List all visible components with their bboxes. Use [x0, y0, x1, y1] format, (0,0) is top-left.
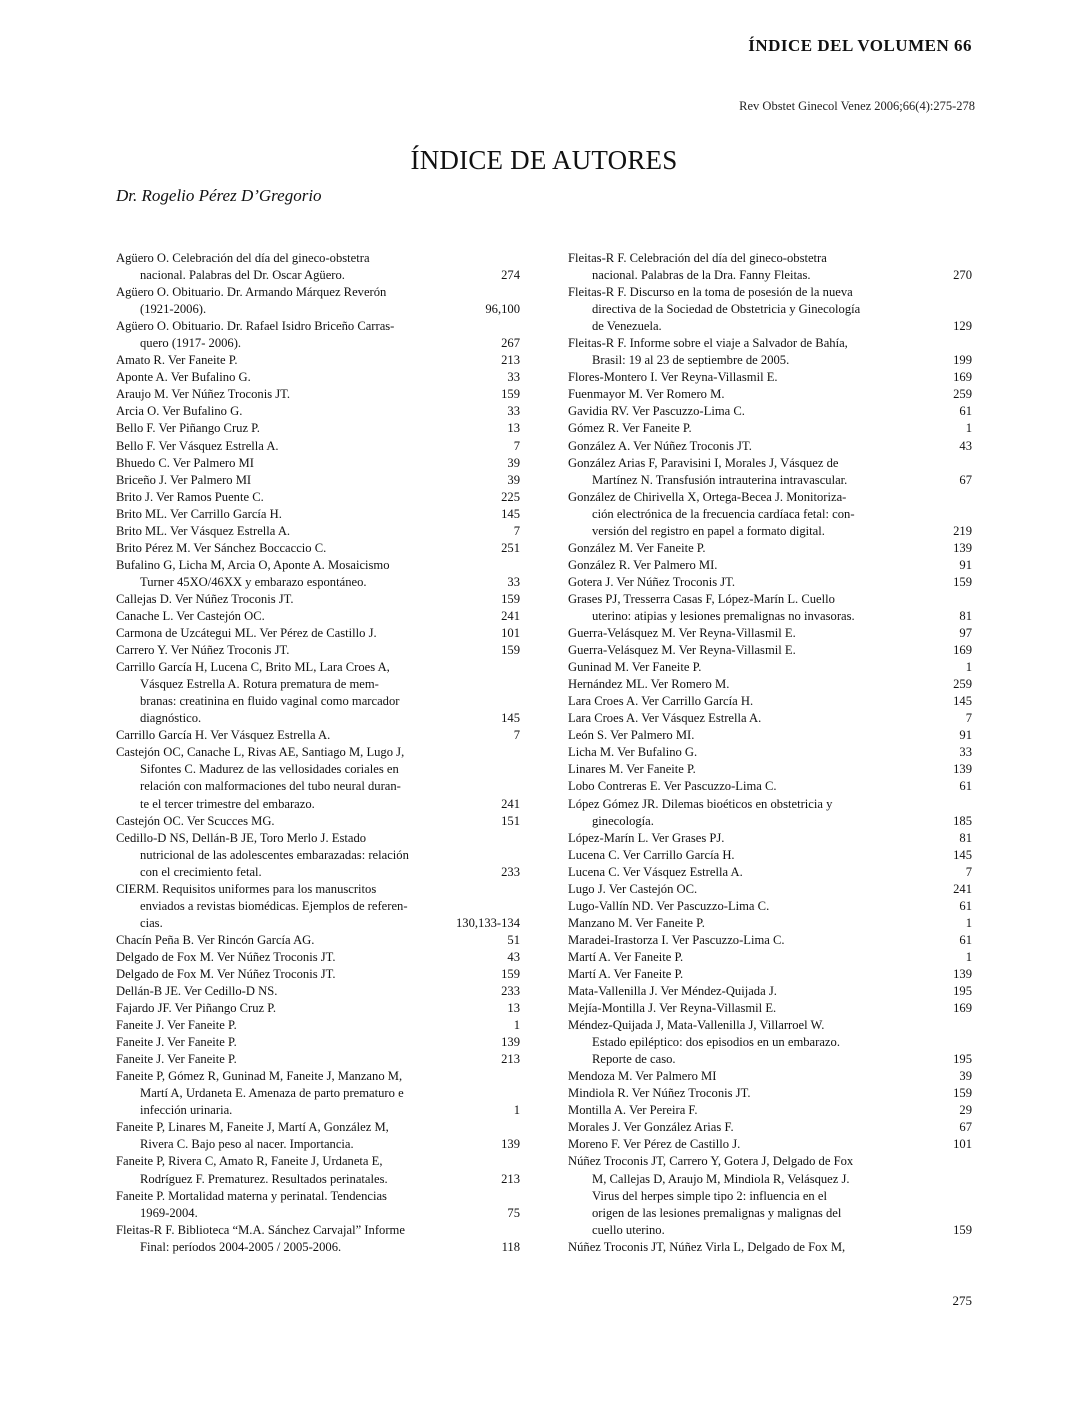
index-entry-page: 213 — [501, 1171, 520, 1186]
index-entry-line: Linares M. Ver Faneite P. — [568, 762, 696, 777]
index-entry-line: Carrillo García H, Lucena C, Brito ML, Lara Croes A, — [116, 660, 390, 675]
index-entry-line: Carrillo García H. Ver Vásquez Estrella A. — [116, 728, 331, 743]
index-entry — [116, 557, 520, 591]
index-entry — [116, 352, 520, 369]
index-entry-line: M, Callejas D, Araujo M, Mindiola R, Velásquez J. — [592, 1171, 850, 1186]
index-entry — [568, 727, 972, 744]
index-entry-page: 33 — [507, 404, 520, 419]
index-entry-line: González R. Ver Palmero MI. — [568, 557, 718, 572]
index-entry-line: Moreno F. Ver Pérez de Castillo J. — [568, 1137, 741, 1152]
index-entry-line: directiva de la Sociedad de Obstetricia y Ginecología — [592, 302, 861, 317]
index-entry-line: Carmona de Uzcátegui ML. Ver Pérez de Castillo J. — [116, 626, 377, 641]
index-entry-page: 33 — [507, 370, 520, 385]
index-entry-line: Fleitas-R F. Informe sobre el viaje a Salvador de Bahía, — [568, 336, 848, 351]
index-entry-page: 259 — [953, 677, 972, 692]
index-entry-line: Rivera C. Bajo peso al nacer. Importancia. — [140, 1137, 354, 1152]
index-entry — [116, 1000, 520, 1017]
index-entry-page: 43 — [507, 949, 520, 964]
index-entry-line: Núñez Troconis JT, Núñez Virla L, Delgado de Fox M, — [568, 1239, 846, 1254]
index-entry-line: cuello uterino. — [592, 1222, 665, 1237]
index-entry-page: 118 — [501, 1239, 520, 1254]
index-entry-line: Núñez Troconis JT, Carrero Y, Gotera J, Delgado de Fox — [568, 1154, 854, 1169]
index-entry — [116, 881, 520, 932]
index-entry-line: González M. Ver Faneite P. — [568, 540, 706, 555]
index-entry-line: Fuenmayor M. Ver Romero M. — [568, 387, 725, 402]
index-entry — [116, 1034, 520, 1051]
index-entry-line: Lara Croes A. Ver Vásquez Estrella A. — [568, 711, 762, 726]
index-entry-page: 97 — [959, 626, 972, 641]
index-entry-page: 101 — [501, 626, 520, 641]
index-entry-line: te el tercer trimestre del embarazo. — [140, 796, 315, 811]
index-entry-line: Bello F. Ver Vásquez Estrella A. — [116, 438, 279, 453]
index-entry — [568, 420, 972, 437]
index-entry-page: 251 — [501, 540, 520, 555]
index-column-left — [116, 250, 520, 1256]
index-entry-line: origen de las lesiones premalignas y malignas del — [592, 1205, 842, 1220]
index-entry-line: Mejía-Montilla J. Ver Reyna-Villasmil E. — [568, 1001, 777, 1016]
index-entry-page: 219 — [953, 523, 972, 538]
index-entry-page: 139 — [953, 966, 972, 981]
index-entry-page: 139 — [953, 540, 972, 555]
index-entry-line: Faneite P, Gómez R, Guninad M, Faneite J, Manzano M, — [116, 1069, 403, 1084]
index-entry-line: nacional. Palabras del Dr. Oscar Agüero. — [140, 268, 345, 283]
index-entry-line: Brasil: 19 al 23 de septiembre de 2005. — [592, 353, 790, 368]
index-entry — [116, 489, 520, 506]
index-entry-page: 1 — [965, 949, 972, 964]
index-entry-line: Martínez N. Transfusión intrauterina intravascular. — [592, 472, 848, 487]
index-entry-line: Brito Pérez M. Ver Sánchez Boccaccio C. — [116, 540, 327, 555]
index-entry — [116, 506, 520, 523]
index-entry-page: 1 — [965, 421, 972, 436]
index-entry — [116, 1153, 520, 1187]
index-entry — [116, 642, 520, 659]
index-entry-line: Méndez-Quijada J, Mata-Vallenilla J, Villarroel W. — [568, 1018, 825, 1033]
index-entry-line: López Gómez JR. Dilemas bioéticos en obstetricia y — [568, 796, 833, 811]
index-entry-line: infección urinaria. — [140, 1103, 233, 1118]
index-entry-line: Fleitas-R F. Celebración del día del gineco-obstetra — [568, 251, 827, 265]
index-entry-line: nutricional de las adolescentes embarazadas: relación — [140, 847, 409, 862]
author-name: Dr. Rogelio Pérez D’Gregorio — [116, 186, 322, 205]
index-entry-page: 75 — [507, 1205, 520, 1220]
index-entry-line: versión del registro en papel a formato digital. — [592, 523, 825, 538]
index-entry-line: Turner 45XO/46XX y embarazo espontáneo. — [140, 574, 367, 589]
index-entry-line: enviados a revistas biomédicas. Ejemplos de referen- — [140, 898, 408, 913]
index-entry — [116, 949, 520, 966]
index-entry-page: 270 — [953, 268, 972, 283]
index-entry-page: 67 — [959, 1120, 972, 1135]
index-entry-line: Gavidia RV. Ver Pascuzzo-Lima C. — [568, 404, 745, 419]
index-entry — [116, 1119, 520, 1153]
index-entry-line: Lugo J. Ver Castejón OC. — [568, 881, 698, 896]
index-entry-line: Martí A. Ver Faneite P. — [568, 949, 684, 964]
index-entry-line: (1921-2006). — [140, 302, 207, 317]
index-entry — [116, 455, 520, 472]
index-entry — [116, 727, 520, 744]
index-entry-page: 33 — [959, 745, 972, 760]
index-entry-line: León S. Ver Palmero MI. — [568, 728, 695, 743]
index-entry — [568, 693, 972, 710]
index-entry-page: 169 — [953, 1001, 972, 1016]
index-entry-page: 233 — [501, 984, 520, 999]
index-entry — [116, 1051, 520, 1068]
index-entry — [116, 318, 520, 352]
index-entry — [568, 574, 972, 591]
index-entry-line: Araujo M. Ver Núñez Troconis JT. — [116, 387, 291, 402]
index-entry-line: Gotera J. Ver Núñez Troconis JT. — [568, 574, 736, 589]
index-entry — [568, 403, 972, 420]
index-entry-page: 169 — [953, 370, 972, 385]
index-entry-page: 151 — [501, 813, 520, 828]
index-entry — [116, 523, 520, 540]
index-entry — [568, 881, 972, 898]
index-entry-page: 195 — [953, 1052, 972, 1067]
index-entry-line: Lucena C. Ver Carrillo García H. — [568, 847, 735, 862]
index-entry-line: de Venezuela. — [592, 319, 662, 334]
index-entry-line: ginecología. — [592, 813, 654, 828]
index-entry — [568, 369, 972, 386]
index-entry — [568, 983, 972, 1000]
index-entry — [568, 1119, 972, 1136]
index-entry-page: 29 — [959, 1103, 972, 1118]
index-entry — [116, 369, 520, 386]
index-entry — [568, 250, 972, 284]
journal-citation: Rev Obstet Ginecol Venez 2006;66(4):275-278 — [739, 99, 975, 113]
index-entry-line: Vásquez Estrella A. Rotura prematura de mem- — [140, 677, 379, 692]
index-entry-page: 43 — [959, 438, 972, 453]
index-entry — [116, 386, 520, 403]
index-entry-line: Lucena C. Ver Vásquez Estrella A. — [568, 864, 743, 879]
index-entry-line: Delgado de Fox M. Ver Núñez Troconis JT. — [116, 966, 336, 981]
index-entry-line: relación con malformaciones del tubo neural duran- — [140, 779, 401, 794]
index-entry-line: Agüero O. Obituario. Dr. Rafael Isidro Briceño Carras- — [116, 319, 395, 334]
index-entry-line: Faneite J. Ver Faneite P. — [116, 1035, 237, 1050]
index-entry — [568, 796, 972, 830]
index-entry-page: 81 — [959, 830, 972, 845]
index-entry-line: Final: períodos 2004-2005 / 2005-2006. — [140, 1239, 342, 1254]
index-entry-line: Lobo Contreras E. Ver Pascuzzo-Lima C. — [568, 779, 777, 794]
index-entry-page: 159 — [953, 574, 972, 589]
index-entry — [568, 744, 972, 761]
index-entry — [116, 591, 520, 608]
index-entry-page: 241 — [501, 796, 520, 811]
index-entry-page: 139 — [501, 1137, 520, 1152]
index-entry-line: Faneite P, Rivera C, Amato R, Faneite J, Urdaneta E, — [116, 1154, 383, 1169]
index-entry-page: 259 — [953, 387, 972, 402]
index-entry-line: Brito J. Ver Ramos Puente C. — [116, 489, 264, 504]
index-entry-page: 169 — [953, 643, 972, 658]
index-entry-line: López-Marín L. Ver Grases PJ. — [568, 830, 725, 845]
index-entry — [116, 966, 520, 983]
index-entry — [116, 472, 520, 489]
index-entry — [116, 608, 520, 625]
index-entry-page: 1 — [965, 915, 972, 930]
index-entry-line: Chacín Peña B. Ver Rincón García AG. — [116, 932, 315, 947]
index-entry-line: Carrero Y. Ver Núñez Troconis JT. — [116, 643, 290, 658]
index-entry — [116, 284, 520, 318]
index-entry-page: 241 — [501, 608, 520, 623]
index-entry-page: 199 — [953, 353, 972, 368]
index-entry — [568, 335, 972, 369]
index-entry-line: Montilla A. Ver Pereira F. — [568, 1103, 698, 1118]
index-entry-line: González de Chirivella X, Ortega-Becea J. Monitoriza- — [568, 489, 847, 504]
index-entry — [568, 591, 972, 625]
index-entry — [116, 659, 520, 727]
index-entry — [568, 1000, 972, 1017]
index-entry — [116, 830, 520, 881]
index-entry-page: 274 — [501, 268, 520, 283]
index-entry-page: 7 — [513, 438, 520, 453]
index-entry-line: Mendoza M. Ver Palmero MI — [568, 1069, 717, 1084]
index-entry-line: Dellán-B JE. Ver Cedillo-D NS. — [116, 984, 278, 999]
index-entry — [116, 813, 520, 830]
index-entry-line: Brito ML. Ver Vásquez Estrella A. — [116, 523, 291, 538]
index-entry-page: 101 — [953, 1137, 972, 1152]
index-entry-line: Grases PJ, Tresserra Casas F, López-Marín L. Cuello — [568, 591, 835, 606]
index-entry-line: Castejón OC. Ver Scucces MG. — [116, 813, 275, 828]
index-entry-line: Bufalino G, Licha M, Arcia O, Aponte A. Mosaicismo — [116, 557, 390, 572]
index-entry-line: Arcia O. Ver Bufalino G. — [116, 404, 243, 419]
index-entry-page: 61 — [959, 404, 972, 419]
index-entry — [568, 676, 972, 693]
index-entry — [568, 1102, 972, 1119]
index-entry-line: Licha M. Ver Bufalino G. — [568, 745, 698, 760]
index-entry — [568, 625, 972, 642]
page-number: 275 — [952, 1293, 972, 1308]
index-entry-page: 7 — [513, 728, 520, 743]
index-entry-line: Morales J. Ver González Arias F. — [568, 1120, 734, 1135]
index-entry-line: González A. Ver Núñez Troconis JT. — [568, 438, 752, 453]
index-entry-page: 61 — [959, 898, 972, 913]
index-entry — [568, 1068, 972, 1085]
index-entry-page: 267 — [501, 336, 520, 351]
index-entry-page: 159 — [501, 643, 520, 658]
index-entry — [116, 420, 520, 437]
index-entry-line: Lara Croes A. Ver Carrillo García H. — [568, 694, 754, 709]
index-entry-page: 145 — [953, 847, 972, 862]
index-entry-line: Delgado de Fox M. Ver Núñez Troconis JT. — [116, 949, 336, 964]
index-entry — [568, 455, 972, 489]
index-entry-page: 33 — [507, 574, 520, 589]
index-entry — [116, 403, 520, 420]
index-entry — [116, 1222, 520, 1256]
index-entry-line: Bello F. Ver Piñango Cruz P. — [116, 421, 260, 436]
page-title: ÍNDICE DE AUTORES — [410, 145, 678, 175]
index-entry-line: Fleitas-R F. Biblioteca “M.A. Sánchez Carvajal” Informe — [116, 1222, 405, 1237]
index-entry-line: Bhuedo C. Ver Palmero MI — [116, 455, 254, 470]
index-entry-line: cias. — [140, 915, 163, 930]
index-entry-page: 1 — [965, 660, 972, 675]
index-entry-page: 61 — [959, 932, 972, 947]
index-entry-line: Rodríguez F. Prematurez. Resultados perinatales. — [140, 1171, 388, 1186]
index-entry-page: 129 — [953, 319, 972, 334]
index-entry-line: Briceño J. Ver Palmero MI — [116, 472, 252, 487]
index-entry — [116, 250, 520, 284]
index-entry — [116, 438, 520, 455]
index-entry — [116, 1068, 520, 1119]
index-entry-line: Amato R. Ver Faneite P. — [116, 353, 238, 368]
index-entry-page: 81 — [959, 608, 972, 623]
index-entry-line: branas: creatinina en fluido vaginal como marcador — [140, 694, 400, 709]
index-entry-page: 159 — [501, 387, 520, 402]
index-entry — [116, 983, 520, 1000]
index-entry — [568, 284, 972, 335]
index-entry — [568, 1085, 972, 1102]
index-entry — [568, 659, 972, 676]
index-entry-page: 67 — [959, 472, 972, 487]
index-entry-line: Estado epiléptico: dos episodios en un embarazo. — [592, 1035, 840, 1050]
index-entry-page: 61 — [959, 779, 972, 794]
index-entry — [568, 949, 972, 966]
index-entry — [568, 642, 972, 659]
index-entry — [568, 557, 972, 574]
index-entry-line: Callejas D. Ver Núñez Troconis JT. — [116, 591, 294, 606]
index-entry-page: 1 — [513, 1018, 520, 1033]
index-entry-page: 91 — [959, 557, 972, 572]
index-column-right — [568, 250, 972, 1256]
index-entry-page: 225 — [501, 489, 520, 504]
index-entry-line: Guerra-Velásquez M. Ver Reyna-Villasmil E. — [568, 643, 796, 658]
index-entry — [116, 1188, 520, 1222]
index-entry-page: 13 — [507, 421, 520, 436]
index-entry-line: Martí A, Urdaneta E. Amenaza de parto prematuro e — [140, 1086, 404, 1101]
index-entry-page: 139 — [501, 1035, 520, 1050]
index-entry-page: 159 — [501, 591, 520, 606]
index-entry-line: Virus del herpes simple tipo 2: influencia en el — [592, 1188, 827, 1203]
index-entry-line: nacional. Palabras de la Dra. Fanny Fleitas. — [592, 268, 811, 283]
index-entry-line: Fleitas-R F. Discurso en la toma de posesión de la nueva — [568, 285, 853, 300]
index-entry-page: 7 — [965, 711, 972, 726]
index-entry-page: 213 — [501, 1052, 520, 1067]
index-entry-line: Canache L. Ver Castejón OC. — [116, 608, 265, 623]
index-entry-line: uterino: atipias y lesiones premalignas no invasoras. — [592, 608, 855, 623]
index-entry-page: 7 — [513, 523, 520, 538]
index-entry-page: 241 — [953, 881, 972, 896]
index-entry — [116, 625, 520, 642]
index-entry-line: Guninad M. Ver Faneite P. — [568, 660, 702, 675]
index-entry — [568, 386, 972, 403]
index-entry — [568, 710, 972, 727]
index-entry-page: 51 — [507, 932, 520, 947]
index-entry-line: Brito ML. Ver Carrillo García H. — [116, 506, 282, 521]
index-entry-line: Mata-Vallenilla J. Ver Méndez-Quijada J. — [568, 984, 777, 999]
index-entry-line: Faneite J. Ver Faneite P. — [116, 1052, 237, 1067]
index-entry-line: Reporte de caso. — [592, 1052, 676, 1067]
index-entry — [568, 1153, 972, 1238]
index-entry-page: 139 — [953, 762, 972, 777]
index-entry-line: Fajardo JF. Ver Piñango Cruz P. — [116, 1001, 277, 1016]
index-entry-line: con el crecimiento fetal. — [140, 864, 262, 879]
running-head: ÍNDICE DEL VOLUMEN 66 — [748, 36, 972, 55]
index-entry — [568, 1239, 972, 1256]
index-entry-line: Faneite J. Ver Faneite P. — [116, 1018, 237, 1033]
index-entry-page: 195 — [953, 984, 972, 999]
index-entry — [568, 830, 972, 847]
index-entry — [568, 932, 972, 949]
index-entry-line: ción electrónica de la frecuencia cardíaca fetal: con- — [592, 506, 855, 521]
index-entry — [568, 489, 972, 540]
index-entry-page: 213 — [501, 353, 520, 368]
index-entry-page: 7 — [965, 864, 972, 879]
index-entry-line: Mindiola R. Ver Núñez Troconis JT. — [568, 1086, 751, 1101]
index-entry — [568, 1136, 972, 1153]
index-entry-line: Cedillo-D NS, Dellán-B JE, Toro Merlo J. Estado — [116, 830, 367, 845]
index-entry-page: 145 — [953, 694, 972, 709]
index-entry-line: Aponte A. Ver Bufalino G. — [116, 370, 251, 385]
index-entry-line: Castejón OC, Canache L, Rivas AE, Santiago M, Lugo J, — [116, 745, 405, 760]
index-entry-line: Hernández ML. Ver Romero M. — [568, 677, 730, 692]
index-entry — [116, 1017, 520, 1034]
index-entry-page: 159 — [953, 1222, 972, 1237]
index-entry-page: 145 — [501, 711, 520, 726]
index-entry-page: 96,100 — [485, 302, 520, 317]
index-entry-page: 130,133-134 — [455, 915, 520, 930]
index-entry — [568, 1017, 972, 1068]
index-entry-line: CIERM. Requisitos uniformes para los manuscritos — [116, 881, 377, 896]
index-entry — [568, 898, 972, 915]
index-entry-line: quero (1917- 2006). — [140, 336, 242, 351]
index-entry-line: Flores-Montero I. Ver Reyna-Villasmil E. — [568, 370, 778, 385]
index-entry-line: González Arias F, Paravisini I, Morales J, Vásquez de — [568, 455, 839, 470]
index-entry — [568, 864, 972, 881]
index-entry-page: 39 — [507, 472, 520, 487]
index-entry-line: Maradei-Irastorza I. Ver Pascuzzo-Lima C. — [568, 932, 785, 947]
index-entry-line: Agüero O. Celebración del día del gineco-obstetra — [116, 251, 370, 265]
index-entry-line: 1969-2004. — [140, 1205, 198, 1220]
index-entry-line: diagnóstico. — [140, 711, 202, 726]
index-entry-line: Sifontes C. Madurez de las vellosidades coriales en — [140, 762, 399, 777]
index-entry-page: 145 — [501, 506, 520, 521]
index-entry-line: Manzano M. Ver Faneite P. — [568, 915, 705, 930]
index-entry — [116, 744, 520, 812]
index-entry-page: 39 — [959, 1069, 972, 1084]
index-entry — [116, 540, 520, 557]
index-entry-page: 159 — [953, 1086, 972, 1101]
index-entry — [568, 438, 972, 455]
index-entry-page: 159 — [501, 966, 520, 981]
index-entry-line: Faneite P, Linares M, Faneite J, Martí A, González M, — [116, 1120, 389, 1135]
index-entry — [568, 966, 972, 983]
index-entry-line: Agüero O. Obituario. Dr. Armando Márquez Reverón — [116, 285, 387, 300]
index-entry-line: Martí A. Ver Faneite P. — [568, 966, 684, 981]
index-entry-page: 185 — [953, 813, 972, 828]
index-entry-line: Gómez R. Ver Faneite P. — [568, 421, 692, 436]
index-entry — [568, 915, 972, 932]
index-entry-line: Lugo-Vallín ND. Ver Pascuzzo-Lima C. — [568, 898, 770, 913]
index-entry-page: 39 — [507, 455, 520, 470]
index-entry-page: 233 — [501, 864, 520, 879]
index-entry-line: Faneite P. Mortalidad materna y perinatal. Tendencias — [116, 1188, 387, 1203]
index-entry — [568, 847, 972, 864]
index-entry-page: 13 — [507, 1001, 520, 1016]
index-entry — [568, 761, 972, 778]
index-entry-page: 91 — [959, 728, 972, 743]
index-entry — [568, 778, 972, 795]
index-entry-page: 1 — [513, 1103, 520, 1118]
index-entry — [568, 540, 972, 557]
index-entry-line: Guerra-Velásquez M. Ver Reyna-Villasmil E. — [568, 626, 796, 641]
index-entry — [116, 932, 520, 949]
